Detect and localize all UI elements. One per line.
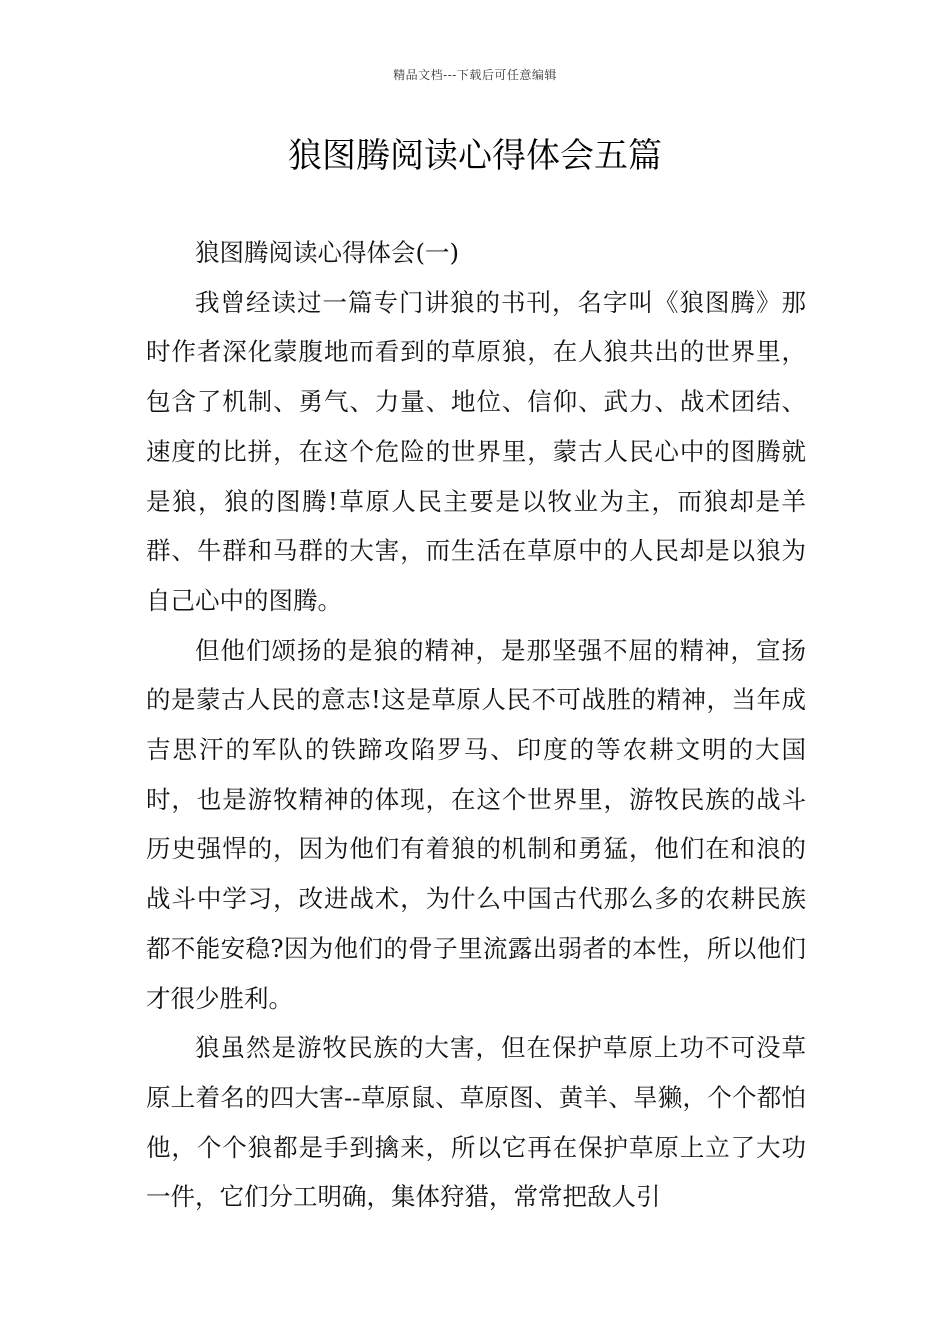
paragraph-3: 狼虽然是游牧民族的大害，但在保护草原上功不可没草原上着名的四大害--草原鼠、草原图、黄羊、旱獭，个个都怕他，个个狼都是手到擒来，所以它再在保护草原上立了大功一件，它们分工明确，集体狩猎，常常把敌人引	[146, 1033, 806, 1212]
paragraph-1: 我曾经读过一篇专门讲狼的书刊，名字叫《狼图腾》那时作者深化蒙腹地而看到的草原狼，在人狼共出的世界里，包含了机制、勇气、力量、地位、信仰、武力、战术团结、速度的比拼，在这个危险的世界里，蒙古人民心中的图腾就是狼，狼的图腾!草原人民主要是以牧业为主，而狼却是羊群、牛群和马群的大害，而生活在草原中的人民却是以狼为自己心中的图腾。	[146, 287, 806, 615]
paragraph-2: 但他们颂扬的是狼的精神，是那坚强不屈的精神，宣扬的是蒙古人民的意志!这是草原人民不可战胜的精神，当年成吉思汗的军队的铁蹄攻陷罗马、印度的等农耕文明的大国时，也是游牧精神的体现，在这个世界里，游牧民族的战斗历史强悍的，因为他们有着狼的机制和勇猛，他们在和浪的战斗中学习，改进战术，为什么中国古代那么多的农耕民族都不能安稳?因为他们的骨子里流露出弱者的本性，所以他们才很少胜利。	[146, 635, 806, 1013]
section-heading: 狼图腾阅读心得体会(一)	[195, 238, 460, 267]
header-note: 精品文档---下载后可任意编辑	[393, 68, 557, 82]
document-body	[146, 228, 806, 1222]
document-title: 狼图腾阅读心得体会五篇	[288, 136, 662, 176]
